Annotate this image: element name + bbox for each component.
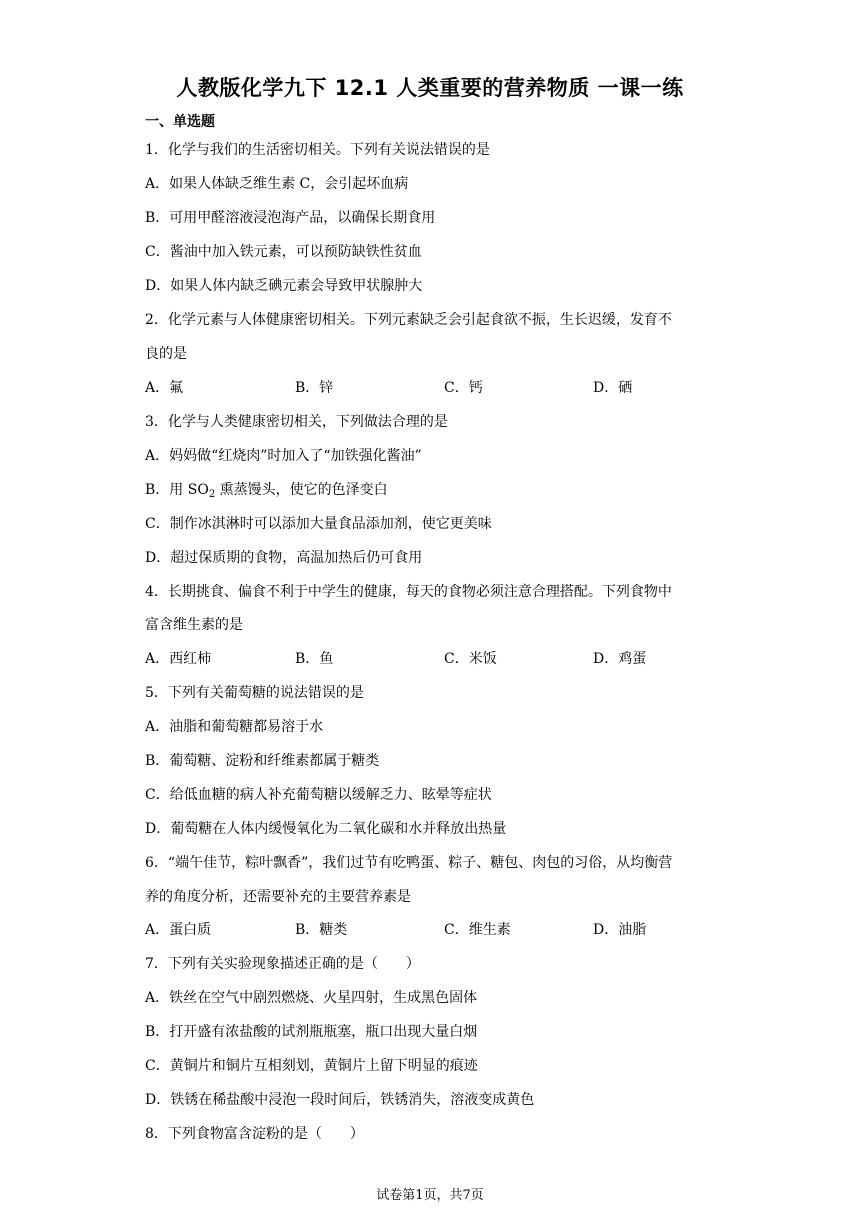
question-6-stem-line-2: 养的角度分析，还需要补充的主要营养素是 [145,889,411,905]
question-1-option-c: C．酱油中加入铁元素，可以预防缺铁性贫血 [145,244,422,260]
question-4-options [145,650,745,668]
question-2-stem-line-1: 2．化学元素与人体健康密切相关。下列元素缺乏会引起食欲不振，生长迟缓，发育不 [145,312,672,328]
question-3-option-b-subscript: 2 [208,489,216,500]
question-4-option-b: B．鱼 [295,651,334,667]
question-4-option-c: C．米饭 [444,651,497,667]
question-1-option-d: D．如果人体内缺乏碘元素会导致甲状腺肿大 [145,278,423,294]
question-1-option-a: A．如果人体缺乏维生素 C，会引起坏血病 [145,176,409,192]
question-4-option-d: D．鸡蛋 [593,651,647,667]
question-7-stem: 7．下列有关实验现象描述正确的是（ ） [145,956,420,972]
section-heading: 一、单选题 [145,114,215,130]
question-7-option-b: B．打开盛有浓盐酸的试剂瓶瓶塞，瓶口出现大量白烟 [145,1024,478,1040]
question-4-stem-line-2: 富含维生素的是 [145,617,243,633]
question-8-stem: 8．下列食物富含淀粉的是（ ） [145,1126,364,1142]
question-2-option-b: B．锌 [295,380,334,396]
question-3-option-b-prefix: B．用 SO [145,482,209,498]
question-2-stem-line-2: 良的是 [145,346,187,362]
page-footer: 试卷第1页，共7页 [376,1188,484,1203]
question-5-stem: 5．下列有关葡萄糖的说法错误的是 [145,685,364,701]
question-6-option-b: B．糖类 [295,922,348,938]
question-7-option-a: A．铁丝在空气中剧烈燃烧、火星四射，生成黑色固体 [145,990,478,1006]
question-6-options [145,921,745,939]
question-2-option-c: C．钙 [444,380,483,396]
question-7-option-c: C．黄铜片和铜片互相刻划，黄铜片上留下明显的痕迹 [145,1058,478,1074]
question-5-option-a: A．油脂和葡萄糖都易溶于水 [145,719,324,735]
question-6-option-c: C．维生素 [444,922,511,938]
question-5-option-b: B．葡萄糖、淀粉和纤维素都属于糖类 [145,753,380,769]
question-7-option-d: D．铁锈在稀盐酸中浸泡一段时间后，铁锈消失，溶液变成黄色 [145,1092,535,1108]
question-3-option-d: D．超过保质期的食物，高温加热后仍可食用 [145,550,423,566]
question-2-option-d: D．硒 [593,380,633,396]
question-6-option-d: D．油脂 [593,922,647,938]
question-1-stem: 1．化学与我们的生活密切相关。下列有关说法错误的是 [145,142,490,158]
question-3-option-b-suffix: 熏蒸馒头，使它的色泽变白 [215,482,388,498]
question-3-option-c: C．制作冰淇淋时可以添加大量食品添加剂，使它更美味 [145,516,492,532]
question-5-option-d: D．葡萄糖在人体内缓慢氧化为二氧化碳和水并释放出热量 [145,821,507,837]
question-3-stem: 3．化学与人类健康密切相关，下列做法合理的是 [145,414,448,430]
question-5-option-c: C．给低血糖的病人补充葡萄糖以缓解乏力、眩晕等症状 [145,787,492,803]
question-2-options [145,379,745,397]
question-4-option-a: A．西红柿 [145,651,212,667]
page-title: 人教版化学九下 12.1 人类重要的营养物质 一课一练 [176,76,684,100]
question-6-stem-line-1: 6．“端午佳节，粽叶飘香”，我们过节有吃鸭蛋、粽子、糖包、肉包的习俗，从均衡营 [145,855,673,871]
question-3-option-a: A．妈妈做“红烧肉”时加入了“加铁强化酱油” [145,448,422,464]
question-2-option-a: A．氟 [145,380,184,396]
question-1-option-b: B．可用甲醛溶液浸泡海产品，以确保长期食用 [145,210,436,226]
question-6-option-a: A．蛋白质 [145,922,212,938]
question-3-option-b [145,481,388,499]
question-4-stem-line-1: 4．长期挑食、偏食不利于中学生的健康，每天的食物必须注意合理搭配。下列食物中 [145,584,672,600]
